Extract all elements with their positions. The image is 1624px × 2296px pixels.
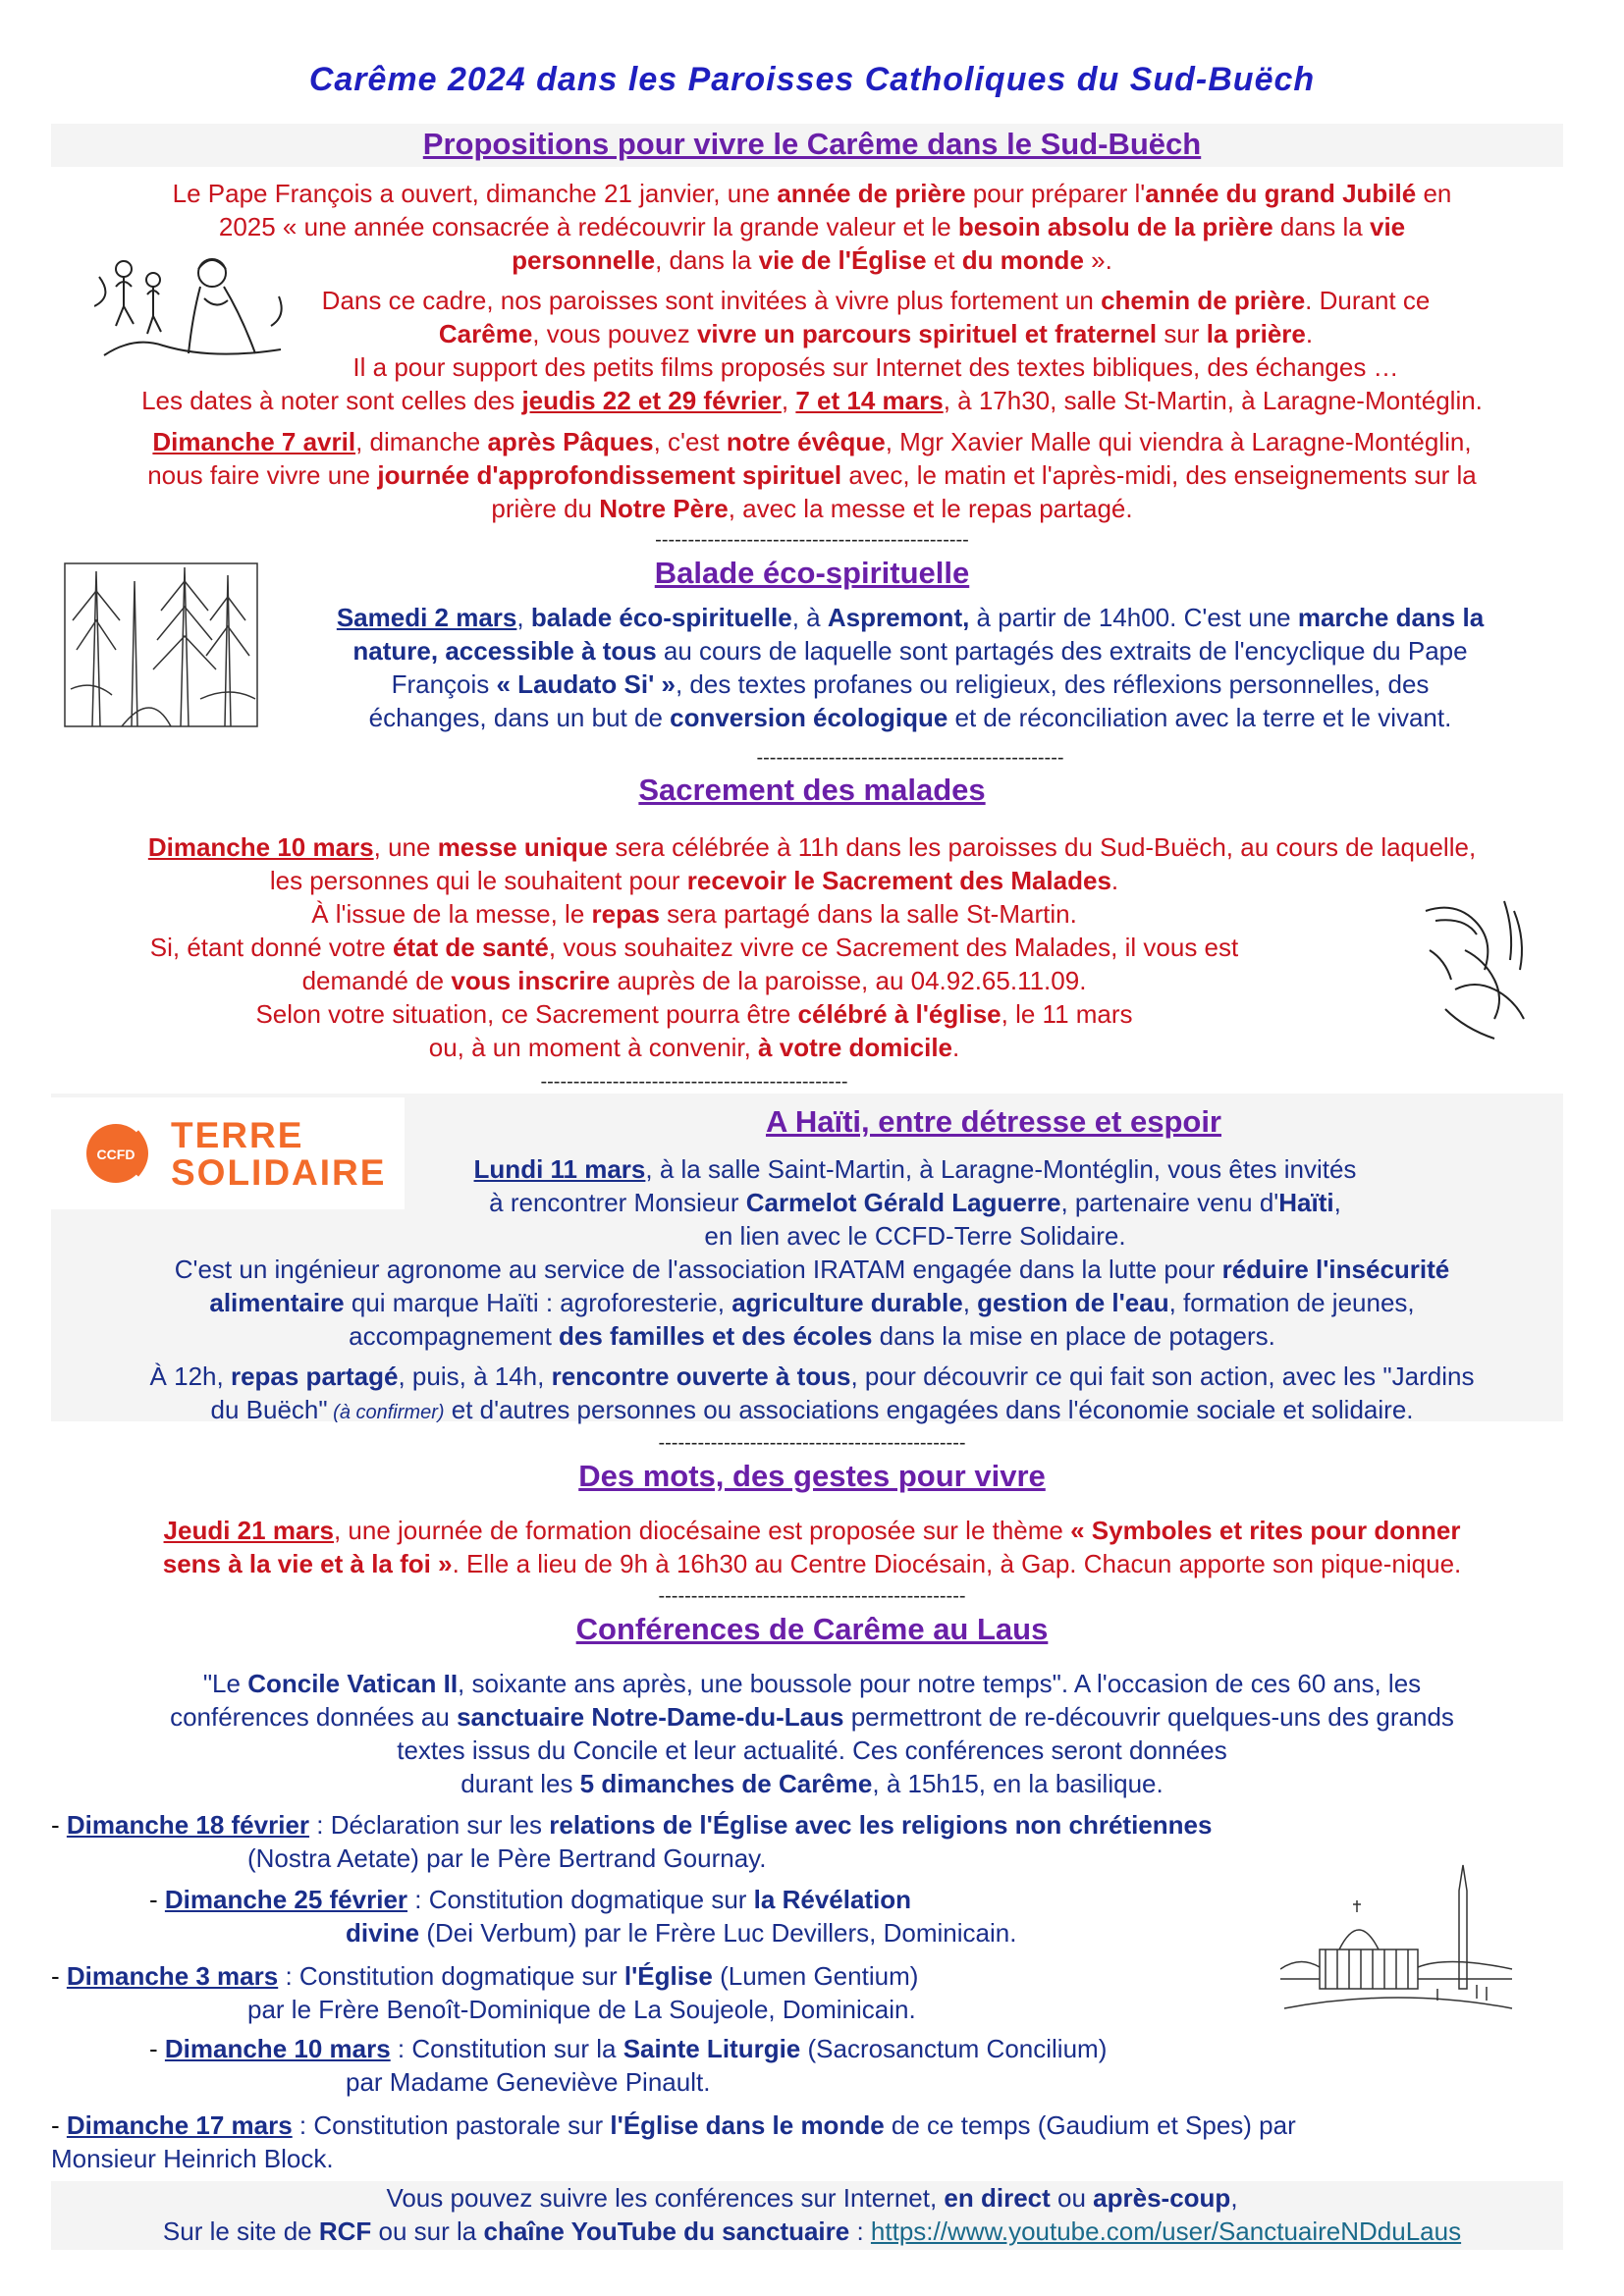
sec4-line4: C'est un ingénieur agronome au service de l'association IRATAM engagée dans la lutte pour réduire l'insécurité — [174, 1255, 1450, 1284]
conference-item-3-line2: par le Frère Benoît-Dominique de La Soujeole, Dominicain. — [247, 1995, 916, 2024]
conference-item-4-line1: - Dimanche 10 mars : Constitution sur la Sainte Liturgie (Sacrosanctum Concilium) — [149, 2034, 1108, 2063]
footer-line2: Sur le site de RCF ou sur la chaîne YouTube du sanctuaire : https://www.youtube.com/user/SanctuaireNDduLaus — [162, 2216, 1462, 2246]
ccfd-logo-small-text: CCFD — [96, 1147, 135, 1162]
sec3-line4: Si, étant donné votre état de santé, vous souhaitez vivre ce Sacrement des Malades, il vous est — [149, 933, 1239, 962]
sec6-line3: textes issus du Concile et leur actualité. Ces conférences seront données — [397, 1735, 1227, 1765]
ccfd-logo-circle-icon — [84, 1121, 157, 1186]
section1-heading: Propositions pour vivre le Carême dans le Sud-Buëch — [422, 127, 1202, 161]
sec1-para2-line1: Dans ce cadre, nos paroisses sont invitées à vivre plus fortement un chemin de prière. Durant ce — [321, 286, 1431, 315]
sec1-para1-line1: Le Pape François a ouvert, dimanche 21 janvier, une année de prière pour préparer l'année du grand Jubilé en — [172, 179, 1452, 208]
section6-heading: Conférences de Carême au Laus — [575, 1612, 1049, 1646]
sec1-para2-line4: Les dates à noter sont celles des jeudis 22 et 29 février, 7 et 14 mars, à 17h30, salle St-Martin, à Laragne-Montéglin. — [141, 386, 1483, 415]
page-title: Carême 2024 dans les Paroisses Catholiques du Sud-Buëch — [308, 61, 1316, 98]
separator-1: ------------------------------------------------ — [655, 529, 969, 551]
sec4-line8: du Buëch" (à confirmer) et d'autres personnes ou associations engagées dans l'économie sociale et solidaire. — [210, 1395, 1414, 1424]
sec5-line2: sens à la vie et à la foi ». Elle a lieu de 9h à 16h30 au Centre Diocésain, à Gap. Chacun apporte son pique-nique. — [162, 1549, 1462, 1578]
ccfd-terre-solidaire-logo — [51, 1097, 405, 1209]
conference-item-4-line2: par Madame Geneviève Pinault. — [346, 2067, 711, 2097]
sec1-para1-line2: 2025 « une année consacrée à redécouvrir la grande valeur et le besoin absolu de la prière dans la vie — [218, 212, 1406, 241]
forest-illustration — [63, 561, 259, 728]
basilica-illustration — [1280, 1861, 1516, 2018]
sec1-para1-line3: personnelle, dans la vie de l'Église et du monde ». — [512, 245, 1112, 275]
section5-heading: Des mots, des gestes pour vivre — [578, 1459, 1046, 1493]
section3-heading: Sacrement des malades — [638, 773, 986, 807]
ccfd-logo-text-solidaire: SOLIDAIRE — [171, 1152, 387, 1193]
sec4-line5: alimentaire qui marque Haïti : agroforesterie, agriculture durable, gestion de l'eau, formation de jeunes, — [209, 1288, 1415, 1317]
sec1-para2-line2: Carême, vous pouvez vivre un parcours spirituel et fraternel sur la prière. — [438, 319, 1314, 348]
sec6-line4: durant les 5 dimanches de Carême, à 15h15, en la basilique. — [460, 1769, 1164, 1798]
sec3-line7: ou, à un moment à convenir, à votre domicile. — [428, 1033, 960, 1062]
sec4-line7: À 12h, repas partagé, puis, à 14h, rencontre ouverte à tous, pour découvrir ce qui fait son action, avec les "Jardins — [149, 1362, 1475, 1391]
separator-4: ----------------------------------------------- — [658, 1432, 966, 1454]
section4-heading: A Haïti, entre détresse et espoir — [765, 1104, 1222, 1139]
sec3-line5: demandé de vous inscrire auprès de la paroisse, au 04.92.65.11.09. — [301, 966, 1087, 995]
conference-item-2-line1: - Dimanche 25 février : Constitution dogmatique sur la Révélation — [149, 1885, 912, 1914]
sec3-line6: Selon votre situation, ce Sacrement pourra être célébré à l'église, le 11 mars — [255, 999, 1133, 1029]
sec2-line4: échanges, dans un but de conversion écologique et de réconciliation avec la terre et le vivant. — [368, 703, 1452, 732]
sec1-para3-line3: prière du Notre Père, avec la messe et le repas partagé. — [491, 494, 1133, 523]
separator-2: ----------------------------------------------- — [756, 747, 1064, 769]
sec2-line2: nature, accessible à tous au cours de laquelle sont partagés des extraits de l'encyclique du Pape — [352, 636, 1468, 666]
sec1-para2-line3: Il a pour support des petits films proposés sur Internet des textes bibliques, des échanges … — [352, 352, 1399, 382]
sec3-line2: les personnes qui le souhaitent pour recevoir le Sacrement des Malades. — [269, 866, 1119, 895]
sec3-line3: À l'issue de la messe, le repas sera partagé dans la salle St-Martin. — [311, 899, 1077, 929]
sec4-line2: à rencontrer Monsieur Carmelot Gérald Laguerre, partenaire venu d'Haïti, — [489, 1188, 1341, 1217]
conference-item-2-line2: divine (Dei Verbum) par le Frère Luc Devillers, Dominicain. — [346, 1918, 1017, 1948]
sec6-line1: "Le Concile Vatican II, soixante ans après, une boussole pour notre temps". A l'occasion de ces 60 ans, les — [202, 1669, 1422, 1698]
conference-item-1-line2: (Nostra Aetate) par le Père Bertrand Gournay. — [247, 1843, 767, 1873]
conference-item-5-line1: - Dimanche 17 mars : Constitution pastorale sur l'Église dans le monde de ce temps (Gaudium et Spes) par — [51, 2110, 1296, 2140]
youtube-channel-link[interactable]: https://www.youtube.com/user/SanctuaireNDduLaus — [870, 2216, 1462, 2246]
separator-3: ----------------------------------------------- — [540, 1071, 848, 1093]
sec3-line1: Dimanche 10 mars, une messe unique sera célébrée à 11h dans les paroisses du Sud-Buëch, au cours de laquelle, — [147, 832, 1477, 862]
sec2-line1: Samedi 2 mars, balade éco-spirituelle, à Aspremont, à partir de 14h00. C'est une marche dans la — [336, 603, 1485, 632]
sec1-para3-line1: Dimanche 7 avril, dimanche après Pâques, c'est notre évêque, Mgr Xavier Malle qui viendra à Laragne-Montéglin, — [152, 427, 1472, 456]
sec4-line3: en lien avec le CCFD-Terre Solidaire. — [704, 1221, 1126, 1251]
sec6-line2: conférences données au sanctuaire Notre-Dame-du-Laus permettront de re-découvrir quelques-uns des grands — [170, 1702, 1454, 1732]
sec4-line6: accompagnement des familles et des écoles dans la mise en place de potagers. — [349, 1321, 1275, 1351]
sec5-line1: Jeudi 21 mars, une journée de formation diocésaine est proposée sur le thème « Symboles et rites pour donner — [163, 1516, 1461, 1545]
anointing-hands-illustration — [1416, 891, 1534, 1048]
ccfd-logo-text-terre: TERRE — [171, 1115, 304, 1155]
conference-item-5-line2: Monsieur Heinrich Block. — [51, 2144, 334, 2173]
footer-line1: Vous pouvez suivre les conférences sur Internet, en direct ou après-coup, — [386, 2183, 1238, 2213]
separator-5: ----------------------------------------------- — [658, 1585, 966, 1607]
conference-item-3-line1: - Dimanche 3 mars : Constitution dogmatique sur l'Église (Lumen Gentium) — [51, 1961, 919, 1991]
sec2-line3: François « Laudato Si' », des textes profanes ou religieux, des réflexions personnelles, des — [391, 669, 1430, 699]
sec4-line1: Lundi 11 mars, à la salle Saint-Martin, à Laragne-Montéglin, vous êtes invités — [473, 1154, 1357, 1184]
conference-item-1-line1: - Dimanche 18 février : Déclaration sur les relations de l'Église avec les religions non chrétiennes — [51, 1810, 1213, 1840]
section2-heading: Balade éco-spirituelle — [654, 556, 970, 590]
sec1-para3-line2: nous faire vivre une journée d'approfondissement spirituel avec, le matin et l'après-midi, des enseignements sur la — [147, 460, 1477, 490]
